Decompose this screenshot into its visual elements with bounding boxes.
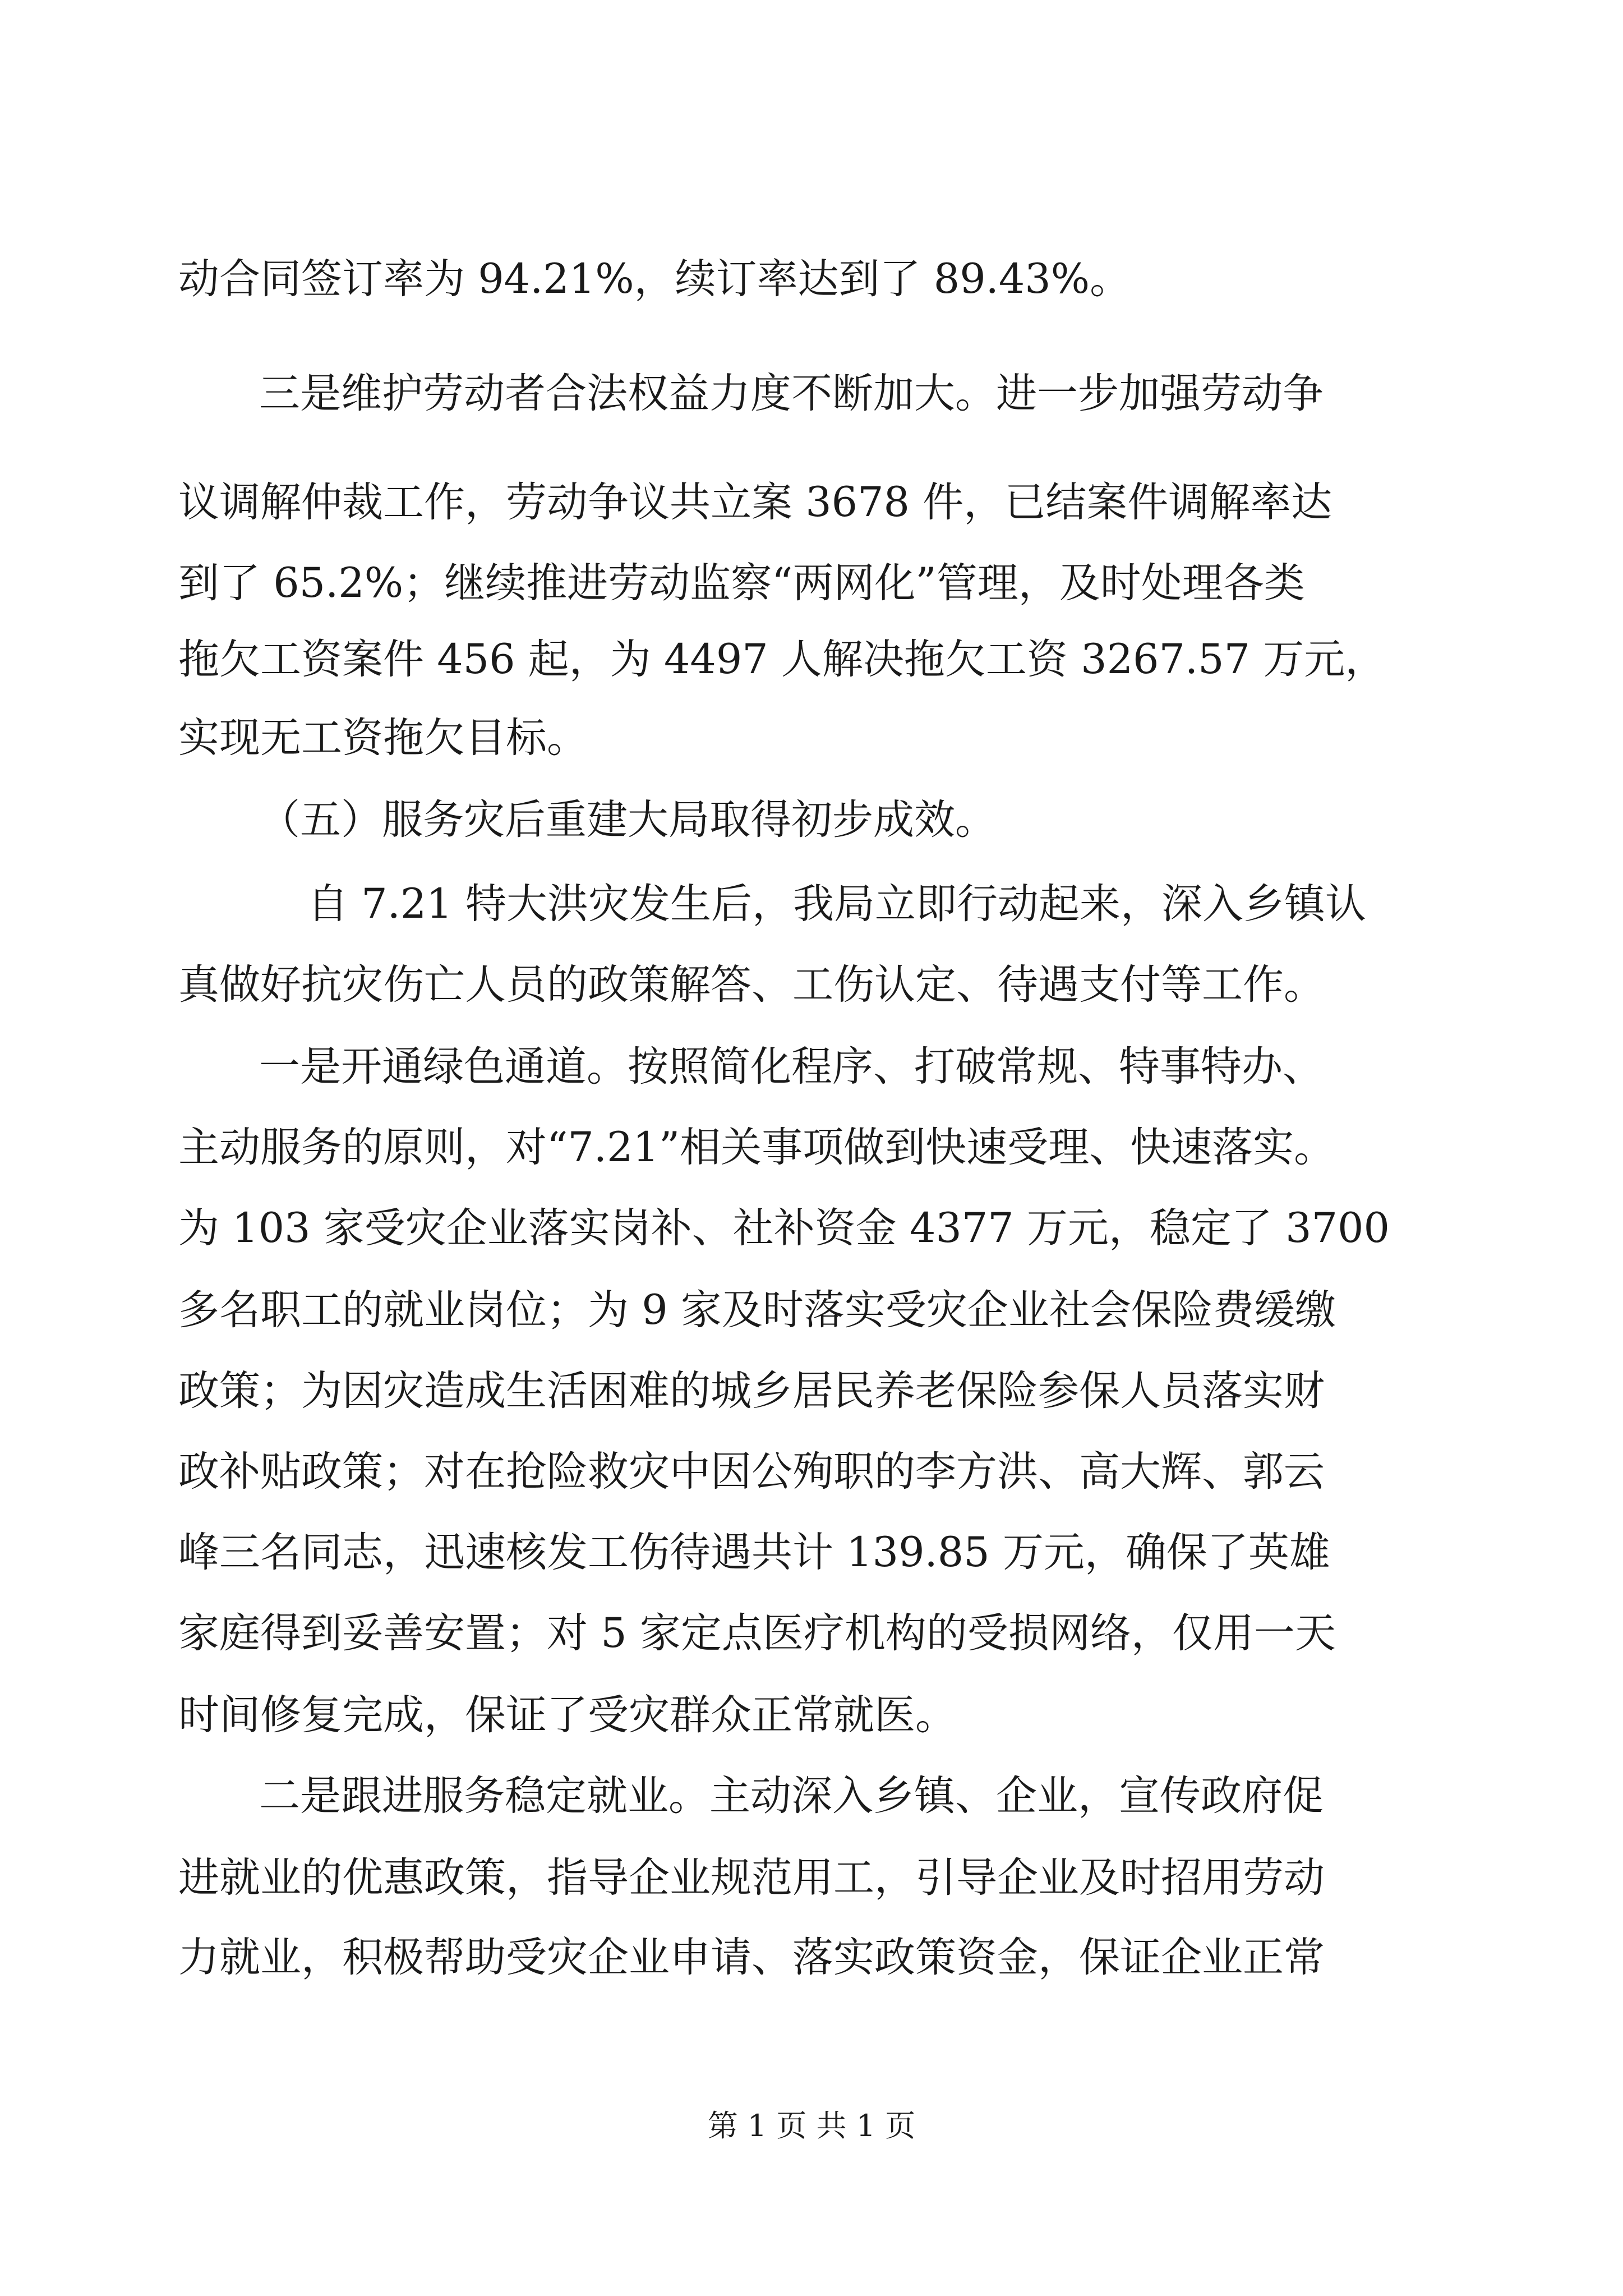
text-line-5: 拖欠工资案件 456 起，为 4497 人解决拖欠工资 3267.57 万元， (178, 636, 1386, 683)
text-line-21: 力就业，积极帮助受灾企业申请、落实政策资金，保证企业正常 (178, 1934, 1325, 1981)
text-line-15: 政补贴政策；对在抢险救灾中因公殉职的李方洪、高大辉、郭云 (178, 1448, 1325, 1496)
text-line-19: 二是跟进服务稳定就业。主动深入乡镇、企业，宣传政府促 (259, 1772, 1324, 1820)
text-line-4: 到了 65.2%；继续推进劳动监察“两网化”管理，及时处理各类 (178, 559, 1305, 607)
text-line-9: 真做好抗灾伤亡人员的政策解答、工伤认定、待遇支付等工作。 (178, 961, 1325, 1009)
text-line-17: 家庭得到妥善安置；对 5 家定点医疗机构的受损网络，仅用一天 (178, 1609, 1336, 1657)
text-line-18: 时间修复完成，保证了受灾群众正常就医。 (178, 1691, 956, 1739)
text-line-16: 峰三名同志，迅速核发工伤待遇共计 139.85 万元，确保了英雄 (178, 1529, 1330, 1576)
text-line-1: 动合同签订率为 94.21%，续订率达到了 89.43%。 (178, 255, 1131, 303)
text-line-8: 自 7.21 特大洪灾发生后，我局立即行动起来，深入乡镇认 (307, 880, 1366, 928)
section-heading: （五）服务灾后重建大局取得初步成效。 (259, 796, 996, 844)
text-line-20: 进就业的优惠政策，指导企业规范用工，引导企业及时招用劳动 (178, 1854, 1325, 1902)
text-line-3: 议调解仲裁工作，劳动争议共立案 3678 件，已结案件调解率达 (178, 478, 1332, 526)
text-line-14: 政策；为因灾造成生活困难的城乡居民养老保险参保人员落实财 (178, 1367, 1325, 1415)
text-line-6: 实现无工资拖欠目标。 (178, 714, 588, 762)
text-line-10: 一是开通绿色通道。按照简化程序、打破常规、特事特办、 (259, 1043, 1324, 1091)
text-line-11: 主动服务的原则，对“7.21”相关事项做到快速受理、快速落实。 (178, 1124, 1335, 1171)
text-line-2: 三是维护劳动者合法权益力度不断加大。进一步加强劳动争 (259, 370, 1324, 417)
page-number: 第 1 页 共 1 页 (707, 2108, 916, 2143)
page-footer (0, 2106, 1623, 2146)
text-line-13: 多名职工的就业岗位；为 9 家及时落实受灾企业社会保险费缓缴 (178, 1286, 1336, 1334)
text-line-12: 为 103 家受灾企业落实岗补、社补资金 4377 万元，稳定了 3700 (178, 1204, 1390, 1252)
